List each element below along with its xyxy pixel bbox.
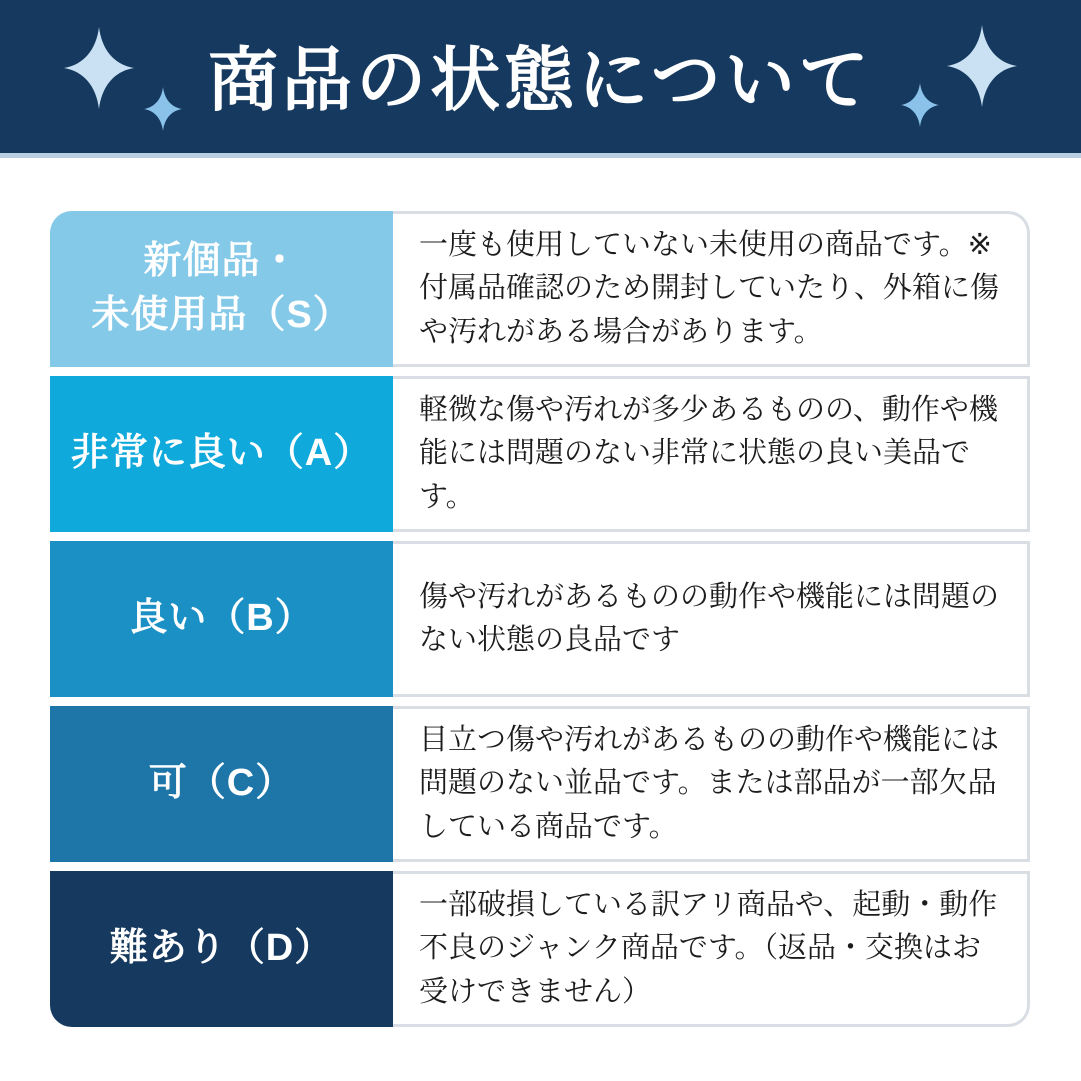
condition-label-cell <box>50 871 393 1027</box>
condition-label-text: 難あり（D） <box>109 927 334 970</box>
condition-label-text: 未使用品（S） <box>91 294 352 336</box>
condition-description-cell <box>393 211 1030 367</box>
condition-description-text: 一度も使用していない未使用の商品です。※付属品確認のため開封していたり、外箱に傷や汚れがある場合があります。 <box>419 228 1000 348</box>
left-sparkle-group <box>64 17 182 137</box>
condition-label-cell <box>50 376 393 532</box>
condition-label-text: 非常に良い（A） <box>70 432 373 475</box>
sparkle-large-icon <box>64 27 134 109</box>
condition-description-text: 軽微な傷や汚れが多少あるものの、動作や機能には問題のない非常に状態の良い美品です。 <box>419 393 998 513</box>
table-row-b <box>50 541 1030 697</box>
right-sparkle-group <box>899 17 1017 137</box>
condition-label-text: 新個品・ <box>143 240 300 283</box>
condition-description-cell <box>393 871 1030 1027</box>
header-band <box>0 0 1081 158</box>
sparkle-large-icon <box>947 25 1017 107</box>
condition-table <box>50 211 1030 1027</box>
condition-label-text: 可（C） <box>148 762 295 805</box>
table-row-c <box>50 706 1030 862</box>
condition-description-text: 目立つ傷や汚れがあるものの動作や機能には問題のない並品です。または部品が一部欠品している商品です。 <box>419 723 1000 843</box>
page-title: 商品の状態について <box>208 41 873 119</box>
condition-label-cell <box>50 211 393 367</box>
table-row-d <box>50 871 1030 1027</box>
table-row-s <box>50 211 1030 367</box>
condition-description-cell <box>393 376 1030 532</box>
condition-description-text: 一部破損している訳アリ商品や、起動・動作不良のジャンク商品です。（返品・交換はお受けできません） <box>419 888 998 1008</box>
condition-description-cell <box>393 541 1030 697</box>
sparkle-small-icon <box>901 83 939 127</box>
condition-label-text: 良い（B） <box>129 597 314 640</box>
sparkle-small-icon <box>144 87 182 131</box>
table-row-a <box>50 376 1030 532</box>
condition-label-cell <box>50 541 393 697</box>
condition-description-cell <box>393 706 1030 862</box>
condition-description-text: 傷や汚れがあるものの動作や機能には問題のない状態の良品です <box>419 580 1000 656</box>
condition-label-cell <box>50 706 393 862</box>
